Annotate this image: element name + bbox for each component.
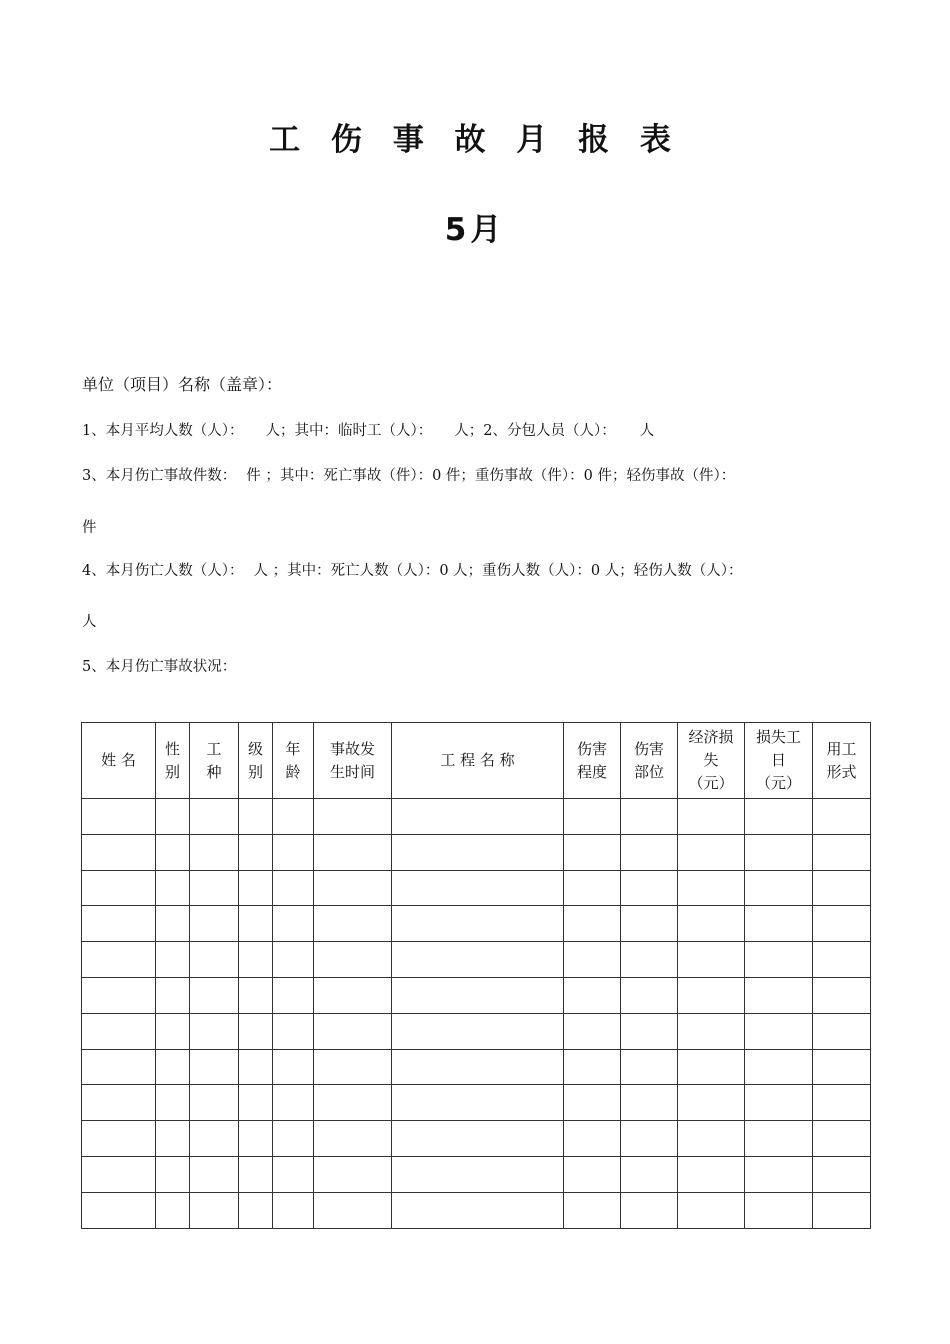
- table-cell[interactable]: [745, 1121, 813, 1157]
- table-cell[interactable]: [273, 1049, 314, 1085]
- table-cell[interactable]: [621, 1049, 678, 1085]
- table-row: [82, 942, 871, 978]
- unit-name-label: 单位（项目）名称（盖章）：: [82, 375, 283, 394]
- table-cell[interactable]: [564, 870, 621, 906]
- table-cell[interactable]: [564, 1013, 621, 1049]
- table-cell[interactable]: [314, 977, 392, 1013]
- table-cell[interactable]: [273, 1121, 314, 1157]
- table-cell[interactable]: [813, 834, 871, 870]
- table-cell[interactable]: [745, 834, 813, 870]
- col-header-injury-degree: 伤害 程度: [564, 723, 621, 799]
- table-cell[interactable]: [190, 870, 239, 906]
- table-cell[interactable]: [621, 906, 678, 942]
- table-cell[interactable]: [392, 1049, 564, 1085]
- col-header-grade: 级 别: [239, 723, 273, 799]
- table-cell[interactable]: [564, 834, 621, 870]
- table-cell[interactable]: [82, 1013, 156, 1049]
- table-cell[interactable]: [239, 1192, 273, 1228]
- table-cell[interactable]: [82, 1156, 156, 1192]
- table-cell[interactable]: [156, 942, 190, 978]
- table-cell[interactable]: [813, 1049, 871, 1085]
- table-cell[interactable]: [156, 977, 190, 1013]
- subcontract-label: 人；2、分包人员（人）：: [454, 423, 616, 439]
- table-cell[interactable]: [678, 1156, 745, 1192]
- table-cell[interactable]: [273, 977, 314, 1013]
- table-cell[interactable]: [314, 942, 392, 978]
- table-cell[interactable]: [621, 1192, 678, 1228]
- table-cell[interactable]: [239, 1121, 273, 1157]
- table-cell[interactable]: [392, 834, 564, 870]
- table-cell[interactable]: [564, 1121, 621, 1157]
- table-cell[interactable]: [82, 1049, 156, 1085]
- accident-count-unit: 件: [82, 520, 97, 536]
- table-cell[interactable]: [745, 942, 813, 978]
- table-cell[interactable]: [273, 1156, 314, 1192]
- table-cell[interactable]: [314, 1121, 392, 1157]
- table-row: [82, 1156, 871, 1192]
- table-row: [82, 1013, 871, 1049]
- table-cell[interactable]: [314, 1085, 392, 1121]
- table-cell[interactable]: [813, 1085, 871, 1121]
- table-cell[interactable]: [156, 1013, 190, 1049]
- table-cell[interactable]: [392, 1192, 564, 1228]
- table-cell[interactable]: [273, 834, 314, 870]
- table-cell[interactable]: [745, 906, 813, 942]
- table-cell[interactable]: [678, 1192, 745, 1228]
- table-row: [82, 799, 871, 835]
- table-cell[interactable]: [813, 1121, 871, 1157]
- table-cell[interactable]: [190, 1121, 239, 1157]
- table-cell[interactable]: [314, 1049, 392, 1085]
- casualty-count-line: [82, 560, 872, 582]
- table-cell[interactable]: [621, 799, 678, 835]
- table-cell[interactable]: [392, 1013, 564, 1049]
- table-cell[interactable]: [621, 1013, 678, 1049]
- table-cell[interactable]: [239, 1085, 273, 1121]
- table-header-row: [82, 723, 871, 799]
- table-cell[interactable]: [273, 870, 314, 906]
- table-cell[interactable]: [190, 1013, 239, 1049]
- table-cell[interactable]: [678, 1049, 745, 1085]
- table-row: [82, 1049, 871, 1085]
- table-cell[interactable]: [82, 1192, 156, 1228]
- table-cell[interactable]: [82, 1121, 156, 1157]
- table-cell[interactable]: [678, 906, 745, 942]
- table-cell[interactable]: [392, 870, 564, 906]
- table-cell[interactable]: [314, 1192, 392, 1228]
- table-row: [82, 977, 871, 1013]
- accident-breakdown: 件 ；其中：死亡事故（件）：0 件；重伤事故（件）：0 件；轻伤事故（件）：: [246, 468, 736, 484]
- table-cell[interactable]: [564, 799, 621, 835]
- table-cell[interactable]: [564, 1192, 621, 1228]
- col-header-employment-type: 用工 形式: [813, 723, 871, 799]
- table-cell[interactable]: [564, 942, 621, 978]
- table-cell[interactable]: [813, 1192, 871, 1228]
- table-cell[interactable]: [621, 834, 678, 870]
- table-cell[interactable]: [82, 1085, 156, 1121]
- table-cell[interactable]: [190, 1085, 239, 1121]
- headcount-line: [82, 420, 872, 442]
- table-cell[interactable]: [190, 977, 239, 1013]
- table-cell[interactable]: [190, 1156, 239, 1192]
- table-row: [82, 834, 871, 870]
- casualty-breakdown: 人 ；其中：死亡人数（人）：0 人；重伤人数（人）：0 人；轻伤人数（人）：: [253, 563, 743, 579]
- accident-count-line: [82, 465, 872, 487]
- table-row: [82, 870, 871, 906]
- table-cell[interactable]: [678, 799, 745, 835]
- col-header-trade: 工 种: [190, 723, 239, 799]
- table-cell[interactable]: [314, 870, 392, 906]
- table-cell[interactable]: [314, 1156, 392, 1192]
- table-cell[interactable]: [314, 799, 392, 835]
- col-header-project-name: 工 程 名 称: [392, 723, 564, 799]
- col-header-economic-loss: 经济损 失 （元）: [678, 723, 745, 799]
- table-cell[interactable]: [813, 977, 871, 1013]
- table-cell[interactable]: [745, 1013, 813, 1049]
- table-cell[interactable]: [745, 870, 813, 906]
- page-title: 工 伤 事 故 月 报 表: [269, 122, 681, 158]
- table-cell[interactable]: [813, 1013, 871, 1049]
- table-cell[interactable]: [239, 799, 273, 835]
- table-cell[interactable]: [621, 942, 678, 978]
- table-cell[interactable]: [621, 977, 678, 1013]
- temp-workers-label: 人；其中：临时工（人）：: [265, 423, 433, 439]
- table-cell[interactable]: [813, 799, 871, 835]
- accident-count-label: 3、本月伤亡事故件数：: [82, 468, 237, 484]
- table-cell[interactable]: [745, 1192, 813, 1228]
- table-cell[interactable]: [239, 977, 273, 1013]
- table-cell[interactable]: [156, 1192, 190, 1228]
- table-cell[interactable]: [392, 1156, 564, 1192]
- table-cell[interactable]: [82, 906, 156, 942]
- table-cell[interactable]: [156, 870, 190, 906]
- table-cell[interactable]: [273, 906, 314, 942]
- table-cell[interactable]: [190, 1049, 239, 1085]
- table-cell[interactable]: [314, 1013, 392, 1049]
- table-cell[interactable]: [190, 942, 239, 978]
- avg-headcount-label: 1、本月平均人数（人）：: [82, 423, 244, 439]
- table-cell[interactable]: [745, 977, 813, 1013]
- table-cell[interactable]: [678, 942, 745, 978]
- casualty-count-unit: 人: [82, 614, 97, 630]
- table-cell[interactable]: [273, 1013, 314, 1049]
- table-row: [82, 1192, 871, 1228]
- table-cell[interactable]: [392, 906, 564, 942]
- table-cell[interactable]: [621, 1156, 678, 1192]
- table-cell[interactable]: [621, 870, 678, 906]
- table-cell[interactable]: [745, 1156, 813, 1192]
- table-cell[interactable]: [564, 1049, 621, 1085]
- table-cell[interactable]: [273, 799, 314, 835]
- table-cell[interactable]: [813, 870, 871, 906]
- table-cell[interactable]: [190, 834, 239, 870]
- table-cell[interactable]: [678, 977, 745, 1013]
- col-header-accident-time: 事故发 生时间: [314, 723, 392, 799]
- table-cell[interactable]: [813, 906, 871, 942]
- table-cell[interactable]: [239, 1156, 273, 1192]
- table-cell[interactable]: [156, 1085, 190, 1121]
- table-cell[interactable]: [239, 906, 273, 942]
- table-cell[interactable]: [156, 906, 190, 942]
- col-header-lost-workdays: 损失工 日 （元）: [745, 723, 813, 799]
- table-row: [82, 906, 871, 942]
- table-cell[interactable]: [156, 834, 190, 870]
- table-cell[interactable]: [621, 1085, 678, 1121]
- col-header-age: 年 龄: [273, 723, 314, 799]
- table-cell[interactable]: [156, 1049, 190, 1085]
- table-cell[interactable]: [273, 1085, 314, 1121]
- table-cell[interactable]: [745, 1085, 813, 1121]
- table-cell[interactable]: [813, 1156, 871, 1192]
- table-cell[interactable]: [564, 906, 621, 942]
- table-cell[interactable]: [190, 1192, 239, 1228]
- table-cell[interactable]: [392, 1085, 564, 1121]
- table-cell[interactable]: [239, 834, 273, 870]
- table-cell[interactable]: [678, 1121, 745, 1157]
- col-header-gender: 性 别: [156, 723, 190, 799]
- table-cell[interactable]: [813, 942, 871, 978]
- table-cell[interactable]: [621, 1121, 678, 1157]
- table-cell[interactable]: [745, 1049, 813, 1085]
- table-cell[interactable]: [273, 1192, 314, 1228]
- table-cell[interactable]: [190, 799, 239, 835]
- accident-status-label: 5、本月伤亡事故状况：: [82, 659, 237, 675]
- col-header-name: 姓 名: [82, 723, 156, 799]
- table-cell[interactable]: [82, 799, 156, 835]
- table-cell[interactable]: [564, 1085, 621, 1121]
- table-cell[interactable]: [314, 834, 392, 870]
- accident-table: [81, 722, 871, 1229]
- table-cell[interactable]: [273, 942, 314, 978]
- report-month: 5月: [444, 212, 506, 248]
- table-cell[interactable]: [314, 906, 392, 942]
- table-cell[interactable]: [156, 1156, 190, 1192]
- table-cell[interactable]: [678, 1013, 745, 1049]
- subcontract-unit: 人: [639, 423, 655, 439]
- table-cell[interactable]: [678, 870, 745, 906]
- table-cell[interactable]: [392, 799, 564, 835]
- table-cell[interactable]: [82, 977, 156, 1013]
- table-cell[interactable]: [678, 834, 745, 870]
- table-cell[interactable]: [745, 799, 813, 835]
- table-cell[interactable]: [239, 942, 273, 978]
- table-row: [82, 1121, 871, 1157]
- table-cell[interactable]: [82, 870, 156, 906]
- table-cell[interactable]: [82, 942, 156, 978]
- table-cell[interactable]: [156, 1121, 190, 1157]
- table-row: [82, 1085, 871, 1121]
- table-cell[interactable]: [678, 1085, 745, 1121]
- table-cell[interactable]: [392, 942, 564, 978]
- table-cell[interactable]: [392, 1121, 564, 1157]
- table-cell[interactable]: [564, 1156, 621, 1192]
- table-cell[interactable]: [392, 977, 564, 1013]
- table-cell[interactable]: [564, 977, 621, 1013]
- casualty-count-label: 4、本月伤亡人数（人）：: [82, 563, 244, 579]
- table-cell[interactable]: [190, 906, 239, 942]
- table-cell[interactable]: [239, 1049, 273, 1085]
- table-cell[interactable]: [239, 1013, 273, 1049]
- table-cell[interactable]: [156, 799, 190, 835]
- table-cell[interactable]: [82, 834, 156, 870]
- table-body: [82, 799, 871, 1229]
- col-header-injury-site: 伤害 部位: [621, 723, 678, 799]
- table-cell[interactable]: [239, 870, 273, 906]
